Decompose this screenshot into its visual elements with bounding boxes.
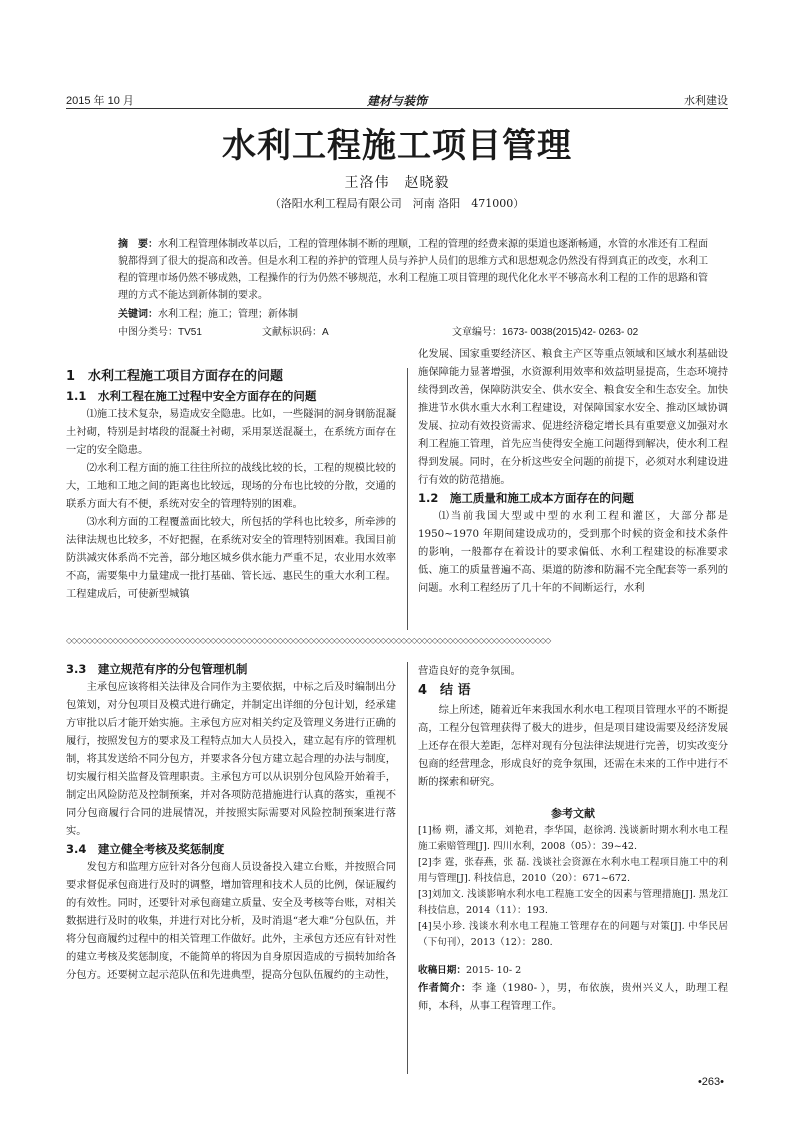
lower-right-column: [418, 662, 728, 1015]
header-date: 2015 年 10 月: [66, 95, 134, 107]
author-bio-label: 作者简介：: [418, 982, 472, 994]
document-code: 文献标识码：A: [262, 327, 329, 338]
upper-right-column: [418, 345, 728, 597]
article-authors: 王洛伟 赵晓毅: [344, 175, 450, 191]
page-break-separator: ◇◇◇◇◇◇◇◇◇◇◇◇◇◇◇◇◇◇◇◇◇◇◇◇◇◇◇◇◇◇◇◇◇◇◇◇◇◇◇◇◇◇◇◇◇◇◇◇◇◇◇◇◇◇◇◇◇◇◇◇◇◇◇◇◇◇◇◇◇◇◇◇◇◇◇◇◇◇◇◇◇◇◇◇◇◇◇◇◇◇◇◇◇◇: [66, 637, 551, 645]
reference-item: [4]吴小珍. 浅谈水利水电工程施工管理存在的问题与对策[J]. 中华民居（下旬刊），2013（12）：280.: [418, 921, 728, 948]
reference-item: [2]李 霆，张春燕，张 磊. 浅谈社会资源在水利水电工程项目施工中的利用与管理[J]. 科技信息，2010（20）：671~672.: [418, 857, 728, 884]
received-label: 收稿日期：: [418, 965, 466, 976]
received-value: 2015- 10- 2: [465, 965, 522, 976]
section-heading-3-4: 3.4 建立健全考核及奖惩制度: [66, 842, 225, 856]
section-heading-3-3: 3.3 建立规范有序的分包管理机制: [66, 662, 248, 676]
keywords: [118, 305, 714, 320]
author-bio: [418, 979, 728, 1015]
upper-left-column: [66, 366, 396, 603]
header-journal: 建材与装饰: [366, 94, 427, 108]
reference-item: [3]刘加文. 浅谈影响水利水电工程施工安全的因素与管理措施[J]. 黑龙江科技信息，2014（11）：193.: [418, 889, 728, 916]
section-heading-1-1: 1.1 水利工程在施工过程中安全方面存在的问题: [66, 389, 317, 403]
abstract: [118, 236, 714, 304]
paragraph: ⑴当前我国大型或中型的水利工程和灌区，大部分都是 1950~1970 年期间建设成功的，受到那个时候的资金和技术条件的影响，一般都存在着设计的要求偏低、水利工程建设的标准要求低、施工的质量普遍不高、渠道的防渗和防漏不完全配套等一系列的问题。水利工程经历了几十年的不间断运行，水利: [418, 510, 728, 594]
section-heading-1: 1 水利工程施工项目方面存在的问题: [66, 369, 284, 384]
column-divider: [407, 368, 408, 630]
keywords-text: 水利工程；施工；管理；新体制: [158, 309, 298, 320]
paragraph: 综上所述，随着近年来我国水利水电工程项目管理水平的不断提高，工程分包管理获得了极大的进步，但是项目建设需要及经济发展上还存在很大差距，怎样对现有分包法律法规进行完善，切实改变分包商的经营理念，形成良好的竞争氛围，还需在未来的工作中进行不断的探索和研究。: [418, 704, 728, 788]
keywords-label: 关键词：: [118, 309, 158, 320]
author-bio-text: 李 逢（1980- ），男，布依族，贵州兴义人，助理工程师，本科，从事工程管理工作。: [418, 982, 728, 1012]
page-number: •263•: [697, 1076, 724, 1088]
section-heading-4: 4 结 语: [418, 683, 471, 698]
article-title: 水利工程施工项目管理: [222, 126, 572, 166]
classification-number: 中图分类号：TV51: [118, 327, 202, 338]
header-section: 水利建设: [684, 95, 728, 107]
article-number: 文章编号：1673- 0038(2015)42- 0263- 02: [452, 327, 639, 338]
paragraph: ⑶水利方面的工程覆盖面比较大，所包括的学科也比较多，所牵涉的法律法规也比较多，不好把握，在系统对安全的管理特别困难。我国目前防洪减灾体系尚不完善，部分地区城乡供水能力严重不足，农业用水效率不高，需要集中力量建成一批打基础、管长远、惠民生的重大水利工程。工程建成后，可使新型城镇: [66, 516, 396, 600]
paragraph: ⑵水利工程方面的施工往往所拉的战线比较的长，工程的规模比较的大，工地和工地之间的距离也比较远，现场的分布也比较的分散，交通的联系方面大有不便，系统对安全的管理特别的困难。: [66, 462, 396, 510]
paragraph: 化发展、国家重要经济区、粮食主产区等重点领域和区域水利基础设施保障能力显著增强，水资源利用效率和效益明显提高，生态环境持续得到改善，保障防洪安全、供水安全、粮食安全和生态安全。加快推进节水供水重大水利工程建设，对保障国家水安全、推动区域协调发展、拉动有效投资需求、促进经济稳定增长具有重要意义加强对水利工程施工管理，首先应当使得安全施工问题得到解决，使水利工程得到发展。同时，在分析这些安全问题的前提下，必须对水利建设进行有效的防范措施。: [418, 348, 728, 486]
section-heading-1-2: 1.2 施工质量和施工成本方面存在的问题: [418, 491, 634, 505]
reference-item: [1]杨 朔，潘文邦，刘艳君，李华国，赵徐鸿. 浅谈新时期水利水电工程施工索赔管理[J]. 四川水利，2008（05）：39~42.: [418, 825, 728, 852]
paragraph: 主承包应该将相关法律及合同作为主要依据，中标之后及时编制出分包策划，对分包项目及模式进行确定，并制定出详细的分包计划，经承建方审批以后才能开始实施。主承包方应对相关约定及管理义务进行正确的履行，按照发包方的要求及工程特点加大人员投入，建立起有序的管理机制，将其发送给不同分包方，并要求各分包方建立起合理的办法与制度，切实履行相关监督及管理职责。主承包方可以从识别分包风险开始着手，制定出风险防范及控制预案，并对各项防范措施进行认真的落实，重视不同分包商履行合同的进展情况，并按照实际需要对风险控制预案进行落实。: [66, 681, 396, 837]
abstract-label: 摘 要：: [118, 239, 158, 250]
paragraph: 营造良好的竞争氛围。: [418, 665, 521, 677]
column-divider: [407, 662, 408, 1074]
header-rule: [66, 108, 728, 109]
lower-left-column: [66, 660, 396, 984]
references-title: 参考文献: [551, 807, 595, 820]
paragraph: ⑴施工技术复杂，易造成安全隐患。比如，一些隧洞的洞身钢筋混凝土衬砌，特别是封堵段的混凝土衬砌，采用泵送混凝土，在系统方面存在一定的安全隐患。: [66, 408, 396, 456]
paragraph: 发包方和监理方应针对各分包商人员设备投入建立台账，并按照合同要求督促承包商进行及时的调整，增加管理和技术人员的比例，保证履约的有效性。同时，还要针对承包商建立质量、安全及考核等台账，对相关数据进行及时的收集，并进行对比分析，及时消退“老大难”分包队伍，并将分包商履约过程中的相关管理工作做好。此外，主承包方还应有针对性的建立考核及奖惩制度，不能简单的将因为自身原因造成的亏损转加给各分包方。还要树立起示范队伍和先进典型，提高分包队伍履约的主动性，: [66, 861, 396, 981]
article-affiliation: （洛阳水利工程局有限公司 河南 洛阳 471000）: [269, 197, 525, 210]
received-date: [418, 963, 728, 979]
abstract-text: 水利工程管理体制改革以后，工程的管理体制不断的理顺，工程的管理的经费来源的渠道也逐渐畅通，水管的水准还有工程面貌都得到了很大的提高和改善。但是水利工程的养护的管理人员与养护人员们的思维方式和思想观念仍然没有得到真正的改变，水利工程的管理市场仍然不够成熟，工程操作的行为仍然不够规范，水利工程施工项目管理的现代化化水平不够高水利工程的工作的思路和管理的方式不能达到新体制的要求。: [118, 239, 708, 301]
